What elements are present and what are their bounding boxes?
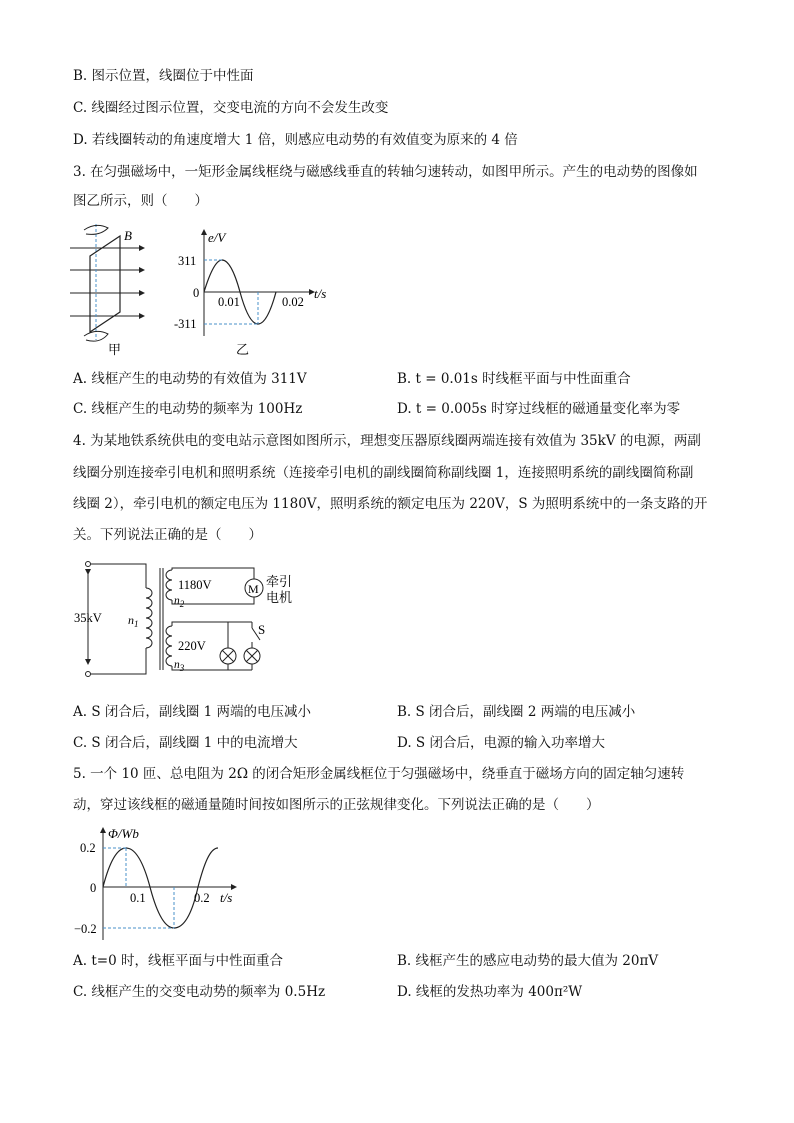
field-label-b: B — [124, 228, 132, 243]
q5-option-d: D. 线框的发热功率为 400π²W — [397, 984, 583, 1000]
q3-option-c: C. 线框产生的电动势的频率为 100Hz — [73, 401, 303, 417]
x-tick-1: 0.01 — [218, 295, 240, 309]
q3-option-b: B. t = 0.01s 时线框平面与中性面重合 — [397, 371, 631, 387]
x-axis-label: t/s — [314, 286, 327, 301]
switch-label: S — [258, 622, 266, 637]
terminal-top — [86, 562, 91, 567]
q4-option-d: D. S 闭合后，电源的输入功率增大 — [397, 735, 605, 751]
q3-option-d: D. t = 0.005s 时穿过线框的磁通量变化率为零 — [397, 401, 681, 417]
q3-stem-line2: 图乙所示，则（ ） — [73, 193, 208, 209]
flux-curve — [103, 848, 218, 928]
primary-coil — [146, 588, 152, 648]
y-axis-label: e/V — [208, 230, 226, 245]
q4-stem-line1: 4. 为某地铁系统供电的变电站示意图如图所示，理想变压器原线圈两端连接有效值为 35kV 的电源，两副 — [73, 433, 701, 449]
x-tick-2: 0.2 — [194, 891, 210, 905]
q4-stem-line4: 关。下列说法正确的是（ ） — [73, 527, 262, 543]
source-voltage: 35kV — [74, 611, 102, 625]
origin-label: 0 — [193, 286, 200, 300]
origin-label: 0 — [90, 881, 97, 895]
q5-option-c: C. 线框产生的交变电动势的频率为 0.5Hz — [73, 984, 326, 1000]
x-tick-1: 0.1 — [130, 891, 146, 905]
q5-option-a: A. t=0 时，线框平面与中性面重合 — [73, 953, 283, 969]
x-axis-label: t/s — [220, 890, 233, 905]
q5-flux-figure — [70, 824, 250, 942]
q3-figure-jia — [68, 222, 158, 360]
q4-option-b: B. S 闭合后，副线圈 2 两端的电压减小 — [397, 704, 636, 720]
q5-stem-line2: 动，穿过该线框的磁通量随时间按如图所示的正弦规律变化。下列说法正确的是（ ） — [73, 797, 600, 813]
secondary1-turns: $n_2$ — [174, 595, 185, 609]
q3-figure-yi — [172, 226, 342, 360]
q4-transformer-figure — [70, 558, 310, 684]
q5-stem-line1: 5. 一个 10 匝、总电阻为 2Ω 的闭合矩形金属线框位于匀强磁场中，绕垂直于磁场方向的固定轴匀速转 — [73, 766, 685, 782]
y-min-label: -311 — [174, 317, 197, 331]
q5-option-b: B. 线框产生的感应电动势的最大值为 20πV — [397, 953, 659, 969]
secondary2-voltage: 220V — [178, 639, 206, 653]
secondary2-turns: $n_3$ — [174, 659, 185, 673]
motor-label-1: 牵引 — [266, 574, 293, 589]
q4-stem-line3: 线圈 2），牵引电机的额定电压为 1180V，照明系统的额定电压为 220V，S 为照明系统中的一条支路的开 — [73, 496, 708, 512]
figure-caption-yi: 乙 — [236, 342, 250, 357]
coil-frame — [90, 236, 120, 332]
secondary-coil-2 — [166, 626, 172, 666]
motor-symbol: M — [248, 582, 259, 596]
q3-stem-line1: 3. 在匀强磁场中，一矩形金属线框绕与磁感线垂直的转轴匀速转动，如图甲所示。产生的电动势的图像如 — [73, 164, 698, 180]
primary-wire-top — [91, 564, 146, 588]
q4-option-c: C. S 闭合后，副线圈 1 中的电流增大 — [73, 735, 298, 751]
option-b-prev: B. 图示位置，线圈位于中性面 — [73, 68, 254, 84]
q3-option-a: A. 线框产生的电动势的有效值为 311V — [73, 371, 307, 387]
x-tick-2: 0.02 — [282, 295, 304, 309]
secondary1-wire — [172, 596, 254, 604]
primary-wire-bottom — [91, 648, 146, 674]
y-max-label: 0.2 — [80, 841, 96, 855]
q4-stem-line2: 线圈分别连接牵引电机和照明系统（连接牵引电机的副线圈简称副线圈 1，连接照明系统的副线圈简称副 — [73, 465, 694, 481]
terminal-bottom — [86, 672, 91, 677]
motor-label-2: 电机 — [266, 590, 293, 605]
secondary-coil-1 — [166, 570, 172, 600]
y-min-label: −0.2 — [74, 922, 97, 936]
option-d-prev: D. 若线圈转动的角速度增大 1 倍，则感应电动势的有效值变为原来的 4 倍 — [73, 132, 518, 148]
secondary2-wire — [172, 622, 252, 626]
figure-caption-jia: 甲 — [108, 342, 122, 357]
primary-turns: $n_1$ — [128, 613, 139, 629]
secondary1-voltage: 1180V — [178, 578, 212, 592]
y-max-label: 311 — [178, 254, 197, 268]
option-c-prev: C. 线圈经过图示位置，交变电流的方向不会发生改变 — [73, 100, 389, 116]
q4-option-a: A. S 闭合后，副线圈 1 两端的电压减小 — [73, 704, 312, 720]
y-axis-label: Φ/Wb — [108, 826, 139, 841]
